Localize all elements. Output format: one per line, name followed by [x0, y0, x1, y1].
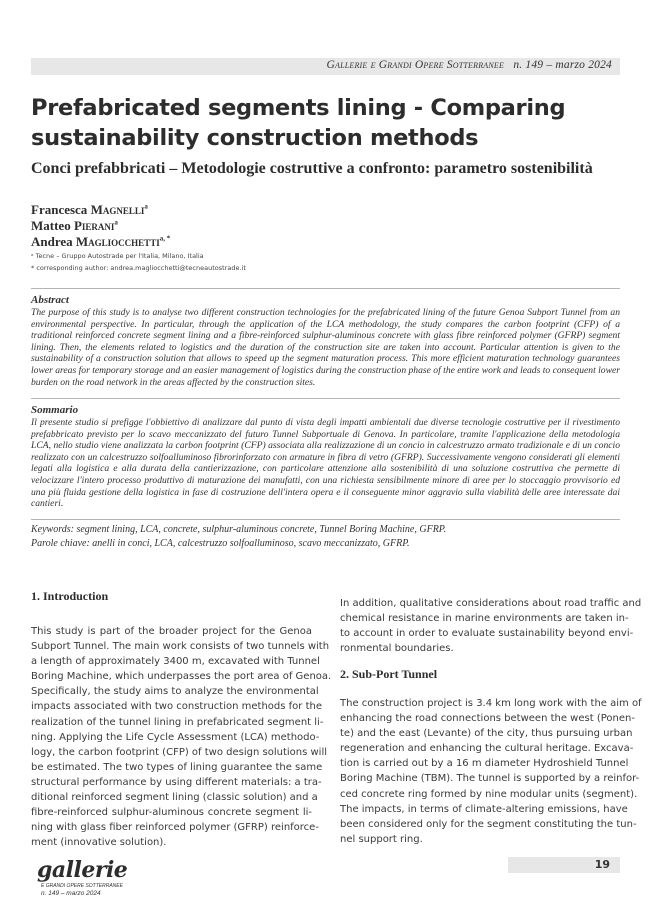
paragraph-line: chemical resistance in marine environments are taken in-: [340, 613, 629, 625]
author-2: Matteo Pierani$^a$: [31, 218, 118, 233]
page-number-bar: [508, 857, 620, 873]
issue-label: n. 149 – marzo 2024: [513, 59, 612, 71]
paragraph-line: to account in order to evaluate sustainability beyond envi-: [340, 628, 634, 640]
paragraph-line: In addition, qualitative considerations about road traffic and: [340, 598, 642, 609]
sommario-heading: Sommario: [31, 404, 79, 416]
paragraph-line: te) and the east (Levante) of the city, thus pursuing urban: [340, 728, 633, 740]
paragraph-line: realization of the tunnel lining in prefabricated segment li-: [31, 716, 324, 728]
page-number: 19: [594, 858, 610, 871]
paragraph-line: The construction project is 3.4 km long work with the aim of: [340, 698, 642, 709]
paragraph-line: fibre-reinforced sulphur-aluminous concrete segment li-: [31, 807, 312, 819]
divider: [31, 519, 620, 520]
divider: [31, 288, 620, 289]
keywords: Keywords: segment lining, LCA, concrete, sulphur-aluminous concrete, Tunnel Boring Machine, GFRP.: [31, 524, 447, 535]
divider: [31, 398, 620, 399]
paragraph-line: structural performance by using different materials: a tra-: [31, 776, 322, 788]
paragraph-line: tion is carried out by a 16 m diameter Hydroshield Tunnel: [340, 758, 629, 770]
sommario-text: Il presente studio si prefigge l'obbiettivo di analizzare dal punto di vista degli impatti ambientali due diverse tecnologie costruttive per il rivestimento prefabbricato previsto per lo scavo meccanizzato del futuro Tunnel Subportuale di Genova. In particolare, tramite l'applicazione della metodologia LCA, nello studio viene analizzata la carbon footprint (CFP) associata alla realizzazione di un concio in calcestruzzo armato tradizionale e di un concio realizzato con un calcestruzzo solfoalluminoso fibrorinforzato con armature in fibra di vetro (GFRP). Successivamente vengono considerati gli elementi legati alla logistica e alla durata della cantierizzazione, con particolare attenzione alla sostenibilità di una soluzione costruttiva che permette di velocizzare l'intero processo produttivo di maturazione dei manufatti, con una richiesta sensibilmente minore di aree per lo stoccaggio provvisorio ed una più fluida gestione della logistica in fase di costruzione dell'intera opera e il conseguente minor aggravio sulla viabilità delle aree interessate dai cantieri.: [31, 417, 620, 510]
paragraph-line: This study is part of the broader project for the Genoa: [31, 626, 312, 637]
paragraph-line: ning with glass fiber reinforced polymer (GFRP) reinforce-: [31, 822, 319, 834]
journal-issue-header: [326, 59, 612, 71]
paragraph-line: enhancing the road connections between the west (Ponen-: [340, 713, 635, 725]
journal-name: Gallerie e Grandi Opere Sotterranee: [326, 59, 505, 71]
paragraph-line: be estimated. The two types of lining guarantee the same: [31, 761, 323, 773]
introduction-continued-paragraph: [340, 596, 642, 656]
paragraph-line: logy, the carbon footprint (CFP) of two design solutions will: [31, 746, 327, 758]
paragraph-line: impacts associated with two construction methods for the: [31, 701, 322, 713]
paragraph-line: Specifically, the study aims to analyze the environmental: [31, 686, 319, 698]
running-header: [31, 58, 620, 75]
sub-port-tunnel-paragraph: [340, 696, 642, 847]
abstract-heading: Abstract: [31, 294, 69, 306]
article-title: Prefabricated segments lining - Comparing sustainability construction methods: [31, 95, 566, 151]
journal-logo: [37, 857, 127, 899]
logo-wordmark: gallerie: [37, 857, 128, 883]
author-3: Andrea Magliocchetti$^{a, *}$: [31, 234, 171, 249]
paragraph-line: a length of approximately 3400 m, excavated with Tunnel: [31, 656, 320, 668]
section-heading-sub-port-tunnel: 2. Sub-Port Tunnel: [340, 667, 438, 681]
author-1: Francesca Magnelli$^a$: [31, 202, 148, 217]
paragraph-line: Boring Machine, which underpasses the port area of Genoa.: [31, 671, 332, 683]
logo-subtitle: E GRANDI OPERE SOTTERRANEE: [41, 883, 123, 889]
section-heading-introduction: 1. Introduction: [31, 589, 109, 603]
paragraph-line: ning. Applying the Life Cycle Assessment (LCA) methodo-: [31, 731, 320, 743]
paragraph-line: The impacts, in terms of climate-altering emissions, have: [340, 803, 628, 815]
paragraph-line: been considered only for the segment constituting the tun-: [340, 818, 637, 830]
paragraph-line: ditional reinforced segment lining (classic solution) and a: [31, 792, 318, 804]
paragraph-line: nel support ring.: [340, 833, 423, 845]
paragraph-line: Boring Machine (TBM). The tunnel is supported by a reinfor-: [340, 773, 640, 785]
paragraph-line: ced concrete ring formed by nine modular units (segment).: [340, 788, 638, 800]
paragraph-line: Subport Tunnel. The main work consists of two tunnels with: [31, 641, 330, 653]
corresponding-author: * corresponding author: andrea.magliocchetti@tecneautostrade.it: [31, 264, 246, 272]
abstract-text: The purpose of this study is to analyse two different construction technologies for the prefabricated lining of the future Genoa Subport Tunnel from an environmental perspective. In particular, through the application of the LCA methodology, the study compares the carbon footprint (CFP) of a traditional reinforced concrete segment lining and a fibre-reinforced sulphur-aluminous concrete with glass fibre reinforced polymer (GFRP) segment lining. Then, the elements related to logistics and the duration of the construction site are taken into account. Particular attention is given to the sustainability of a construction solution that allows to speed up the segment maturation process. This more efficient maturation technology guarantees lower areas for temporary storage and an easier management of logistics during the construction phase of the entire work and leads to consequent lower burden on the road network in the areas affected by the construction sites.: [31, 307, 620, 388]
paragraph-line: regeneration and enhancing the cultural heritage. Excava-: [340, 743, 634, 755]
paragraph-line: ment (innovative solution).: [31, 837, 167, 849]
introduction-paragraph: [31, 624, 332, 850]
article-subtitle: Conci prefabbricati – Metodologie costruttive a confronto: parametro sostenibilità: [31, 160, 593, 177]
logo-issue: n. 149 – marzo 2024: [41, 890, 101, 897]
paragraph-line: ronmental boundaries.: [340, 643, 454, 655]
affiliation: ᵃ Tecne – Gruppo Autostrade per l'Italia, Milano, Italia: [31, 252, 204, 260]
parole-chiave: Parole chiave: anelli in conci, LCA, calcestruzzo solfoalluminoso, scavo meccanizzato, GFRP.: [31, 538, 410, 549]
